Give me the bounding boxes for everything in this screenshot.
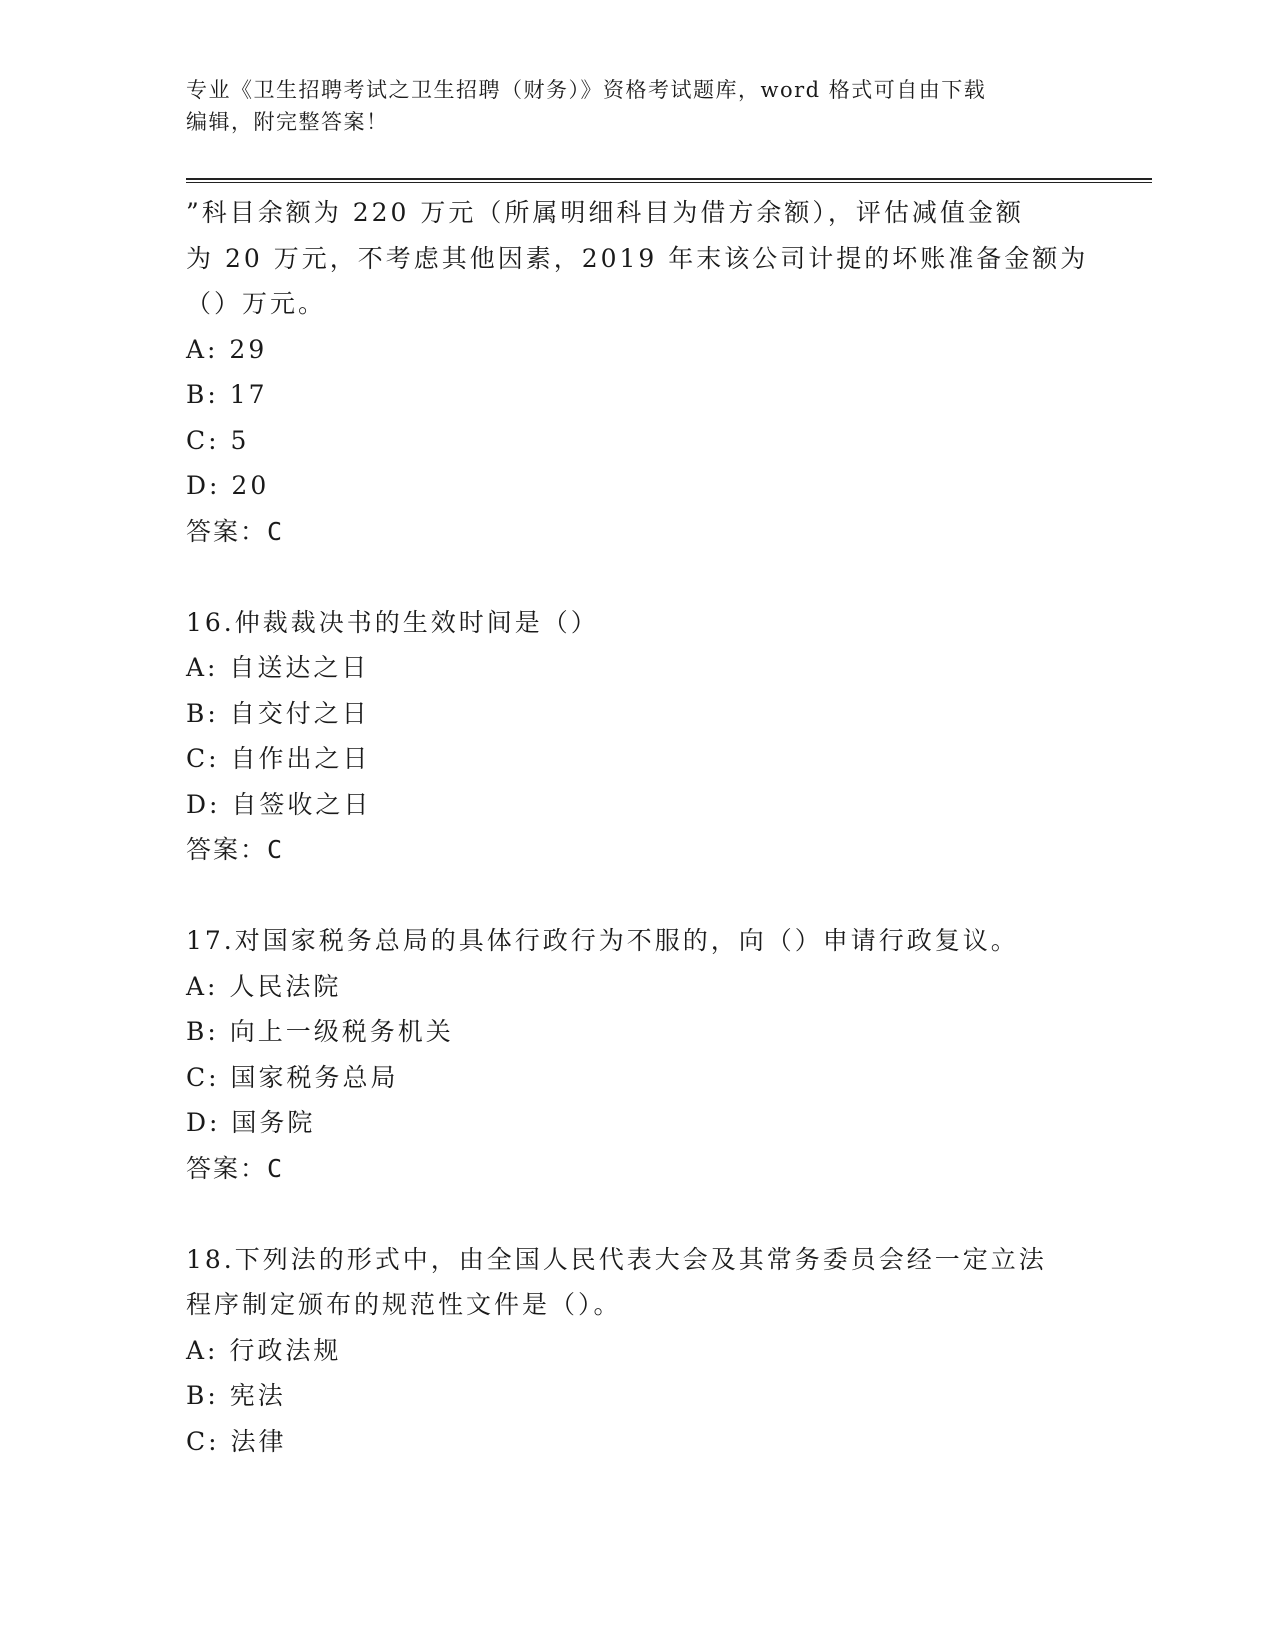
spacer [186,873,1086,919]
question-stem: 程序制定颁布的规范性文件是（）。 [186,1290,622,1319]
question-stem: 为 20 万元，不考虑其他因素，2019 年末该公司计提的坏账准备金额为 [186,243,1089,273]
header-line-1: 专业《卫生招聘考试之卫生招聘（财务）》资格考试题库，word 格式可自由下载 [186,78,987,102]
option-d: D: 20 [186,471,270,500]
option-c: C: 自作出之日 [186,744,371,773]
option-b: B: 自交付之日 [186,698,370,728]
answer-label: 答案：C [186,835,285,864]
option-d: D: 国务院 [186,1108,316,1137]
header-divider-thick [186,178,1152,180]
option-c: C: 国家税务总局 [186,1062,399,1092]
option-b: B: 17 [186,380,268,409]
question-17 [186,918,1086,1191]
option-d: D: 自签收之日 [186,789,372,819]
option-a: A: 行政法规 [186,1335,342,1365]
question-15 [186,190,1089,554]
option-b: B: 向上一级税务机关 [186,1017,454,1046]
option-c: C: 法律 [186,1426,287,1456]
spacer [186,1191,1086,1237]
question-stem: （）万元。 [186,289,327,318]
option-a: A: 29 [186,334,268,364]
question-stem: 18.下列法的形式中，由全国人民代表大会及其常务委员会经一定立法 [186,1244,1047,1274]
spacer [186,554,1086,600]
question-16 [186,600,1086,873]
question-list [186,190,1089,1464]
header-line-2: 编辑，附完整答案！ [186,110,389,134]
option-a: A: 自送达之日 [186,653,370,682]
option-c: C: 5 [186,425,250,455]
option-b: B: 宪法 [186,1381,286,1410]
header-divider-thin [186,182,1152,183]
question-stem: ”科目余额为 220 万元（所属明细科目为借方余额），评估减值金额 [186,198,1024,227]
answer-label: 答案：C [186,516,285,546]
question-stem: 16.仲裁裁决书的生效时间是（） [186,607,599,637]
question-stem: 17.对国家税务总局的具体行政行为不服的，向（）申请行政复议。 [186,926,1019,955]
answer-label: 答案：C [186,1153,285,1183]
option-a: A: 人民法院 [186,971,342,1001]
question-18 [186,1237,1086,1465]
document-header [186,74,1066,138]
